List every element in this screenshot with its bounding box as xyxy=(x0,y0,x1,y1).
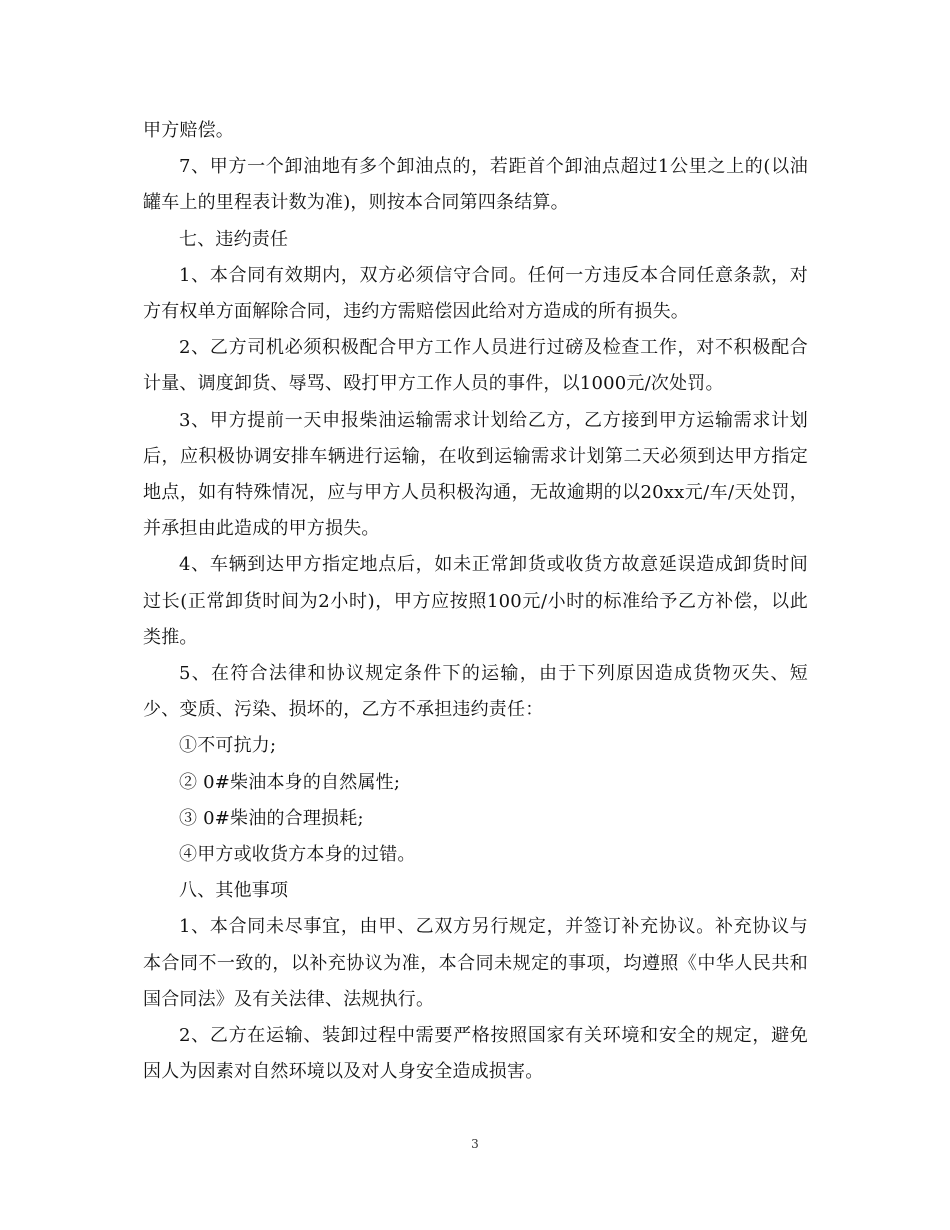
paragraph-breach-1: 1、本合同有效期内，双方必须信守合同。任何一方违反本合同任意条款，对方有权单方面解除合同，违约方需赔偿因此给对方造成的所有损失。 xyxy=(143,264,808,323)
paragraph-breach-2: 2、乙方司机必须积极配合甲方工作人员进行过磅及检查工作，对不积极配合计量、调度卸货、辱骂、殴打甲方工作人员的事件，以1000元/次处罚。 xyxy=(143,337,808,395)
document-body xyxy=(143,113,808,1090)
list-item-exemption-3: ③ 0#柴油的合理损耗; xyxy=(179,807,364,829)
paragraph-breach-5: 5、在符合法律和协议规定条件下的运输，由于下列原因造成货物灭失、短少、变质、污染、损坏的，乙方不承担违约责任： xyxy=(143,663,808,721)
paragraph-other-2: 2、乙方在运输、装卸过程中需要严格按照国家有关环境和安全的规定，避免因人为因素对自然环境以及对人身安全造成损害。 xyxy=(143,1025,808,1083)
list-item-exemption-4: ④甲方或收货方本身的过错。 xyxy=(179,844,416,866)
paragraph-breach-4: 4、车辆到达甲方指定地点后，如未正常卸货或收货方故意延误造成卸货时间过长(正常卸货时间为2小时)，甲方应按照100元/小时的标准给予乙方补偿，以此类推。 xyxy=(143,554,808,648)
section-heading-other-matters: 八、其他事项 xyxy=(179,880,289,902)
paragraph-continuation: 甲方赔偿。 xyxy=(143,120,234,141)
paragraph-other-1: 1、本合同未尽事宜，由甲、乙双方另行规定，并签订补充协议。补充协议与本合同不一致的，以补充协议为准，本合同未规定的事项，均遵照《中华人民共和国合同法》及有关法律、法规执行。 xyxy=(143,916,808,1010)
paragraph-breach-3: 3、甲方提前一天申报柴油运输需求计划给乙方，乙方接到甲方运输需求计划后，应积极协调安排车辆进行运输，在收到运输需求计划第二天必须到达甲方指定地点，如有特殊情况，应与甲方人员积极沟通，无故逾期的以20xx元/车/天处罚，并承担由此造成的甲方损失。 xyxy=(143,409,808,540)
section-heading-breach-liability: 七、违约责任 xyxy=(179,228,289,250)
list-item-exemption-1: ①不可抗力; xyxy=(179,735,277,757)
paragraph-clause-7: 7、甲方一个卸油地有多个卸油点的，若距首个卸油点超过1公里之上的(以油罐车上的里程表计数为准)，则按本合同第四条结算。 xyxy=(143,156,808,214)
list-item-exemption-2: ② 0#柴油本身的自然属性; xyxy=(179,771,401,793)
page-number: 3 xyxy=(471,1137,479,1151)
